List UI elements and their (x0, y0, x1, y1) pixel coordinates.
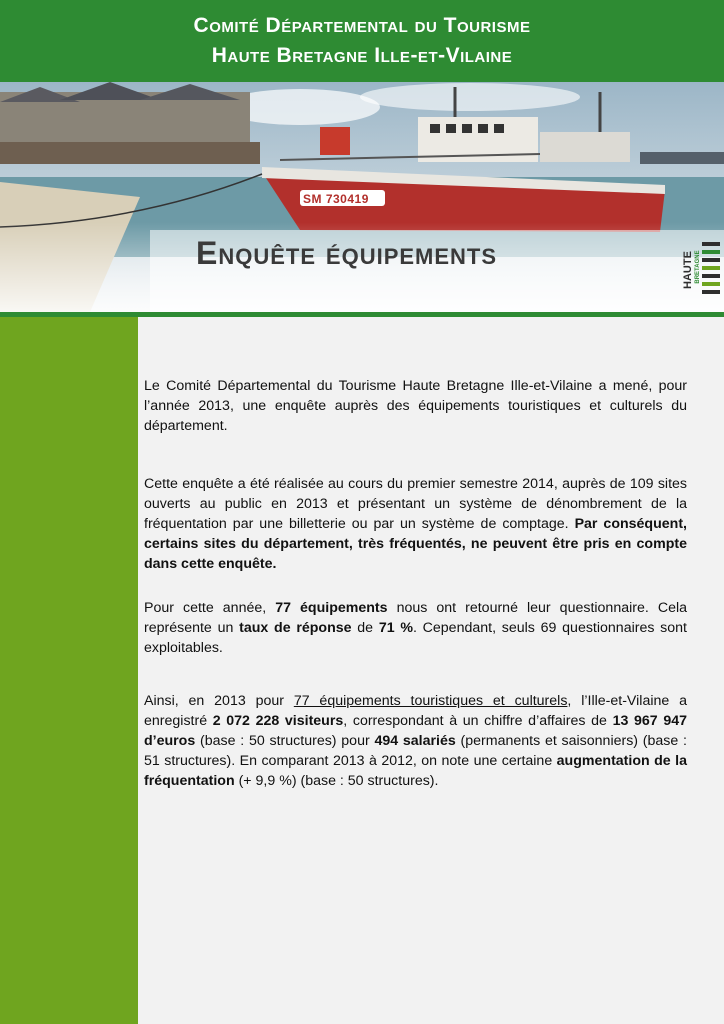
banner-title: Enquête équipements (196, 235, 498, 271)
paragraph-method (144, 474, 687, 574)
brand-logo (672, 242, 700, 298)
results-increase: augmentation de la fréquentation (144, 753, 687, 789)
results-text-5: (permanents et saisonniers) (base : 51 structures). En comparant 2013 à 2012, on note une certaine (144, 733, 687, 769)
method-warning: Par conséquent, certains sites du département, très fréquentés, ne peuvent être pris en compte dans cette enquête. (144, 516, 687, 572)
results-text-6: (+ 9,9 %) (base : 50 structures). (234, 773, 439, 789)
boat-registration: SM 730419 (303, 192, 369, 206)
results-revenue: 13 967 947 d’euros (144, 713, 687, 749)
logo-text-bretagne: BRETAGNE (695, 250, 701, 284)
left-sidebar (0, 317, 138, 1024)
response-text-4: . Cependant, seuls 69 questionnaires sont exploitables. (144, 620, 688, 656)
logo-text-haute: HAUTE (682, 251, 694, 289)
results-equipment-count: 77 équipements touristiques et culturels (293, 693, 568, 709)
response-rate-value: 71 % (378, 620, 413, 636)
response-text-3: de (351, 620, 379, 636)
method-text: Cette enquête a été réalisée au cours du premier semestre 2014, auprès de 109 sites ouverts au public en 2013 et présentant un système de dénombrement de la fréquentation par une billetterie ou par un système de comptage. (144, 476, 687, 532)
paragraph-intro: Le Comité Départemental du Tourisme Haute Bretagne Ille-et-Vilaine a mené, pour l’année 2013, une enquête auprès des équipements touristiques et culturels du département. (144, 378, 687, 434)
results-text-3: , correspondant à un chiffre d’affaires de (343, 713, 613, 729)
results-visitors: 2 072 228 visiteurs (212, 713, 344, 729)
response-text-2: nous ont retourné leur questionnaire. Cela représente un (144, 600, 688, 636)
header-title-line2: Haute Bretagne Ille-et-Vilaine (211, 44, 513, 67)
header-banner (0, 0, 724, 82)
results-text-2: , l’Ille-et-Vilaine a enregistré (144, 693, 687, 729)
results-employees: 494 salariés (374, 733, 456, 749)
paragraph-results (144, 691, 687, 791)
paragraph-response (144, 598, 687, 658)
results-text-1: Ainsi, en 2013 pour (144, 693, 294, 709)
response-rate-label: taux de réponse (239, 620, 352, 636)
content-area (138, 317, 724, 1024)
results-text-4: (base : 50 structures) pour (195, 733, 375, 749)
cover-photo (0, 82, 724, 312)
response-text-1: Pour cette année, (144, 600, 276, 616)
header-title-line1: Comité Départemental du Tourisme (193, 14, 531, 37)
response-count: 77 équipements (275, 600, 388, 616)
